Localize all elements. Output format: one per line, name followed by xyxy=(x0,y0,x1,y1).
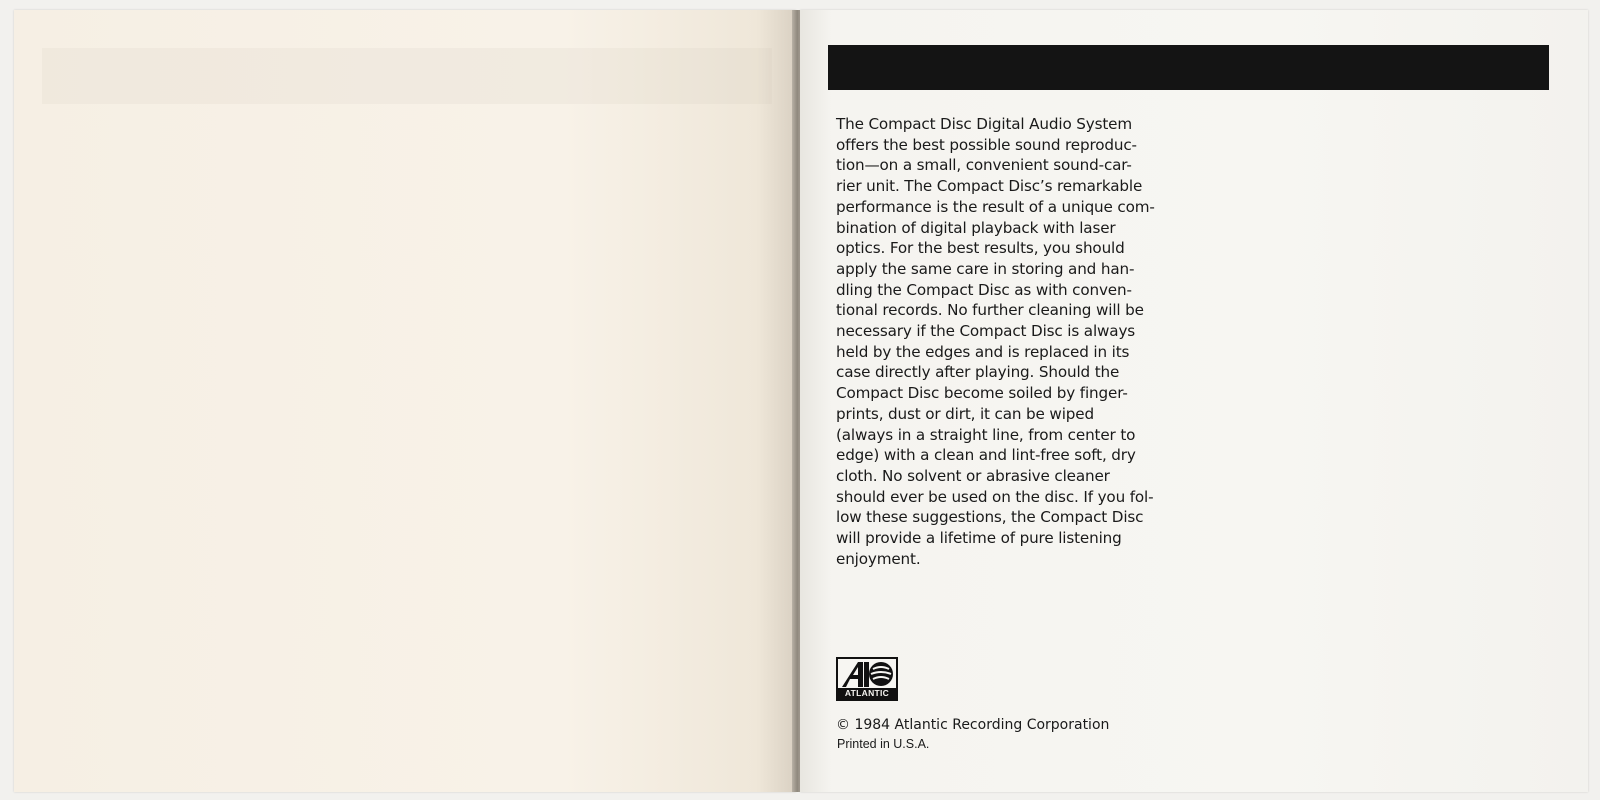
logo-wordmark: ATLANTIC xyxy=(838,688,896,699)
header-black-band xyxy=(828,45,1549,90)
copyright-notice: © 1984 Atlantic Recording Corporation xyxy=(836,717,1110,733)
body-line: performance is the result of a unique com- xyxy=(836,197,1155,216)
body-line: Compact Disc become soiled by finger- xyxy=(836,384,1128,403)
body-line: rier unit. The Compact Disc’s remarkable xyxy=(836,177,1143,196)
body-line: apply the same care in storing and han- xyxy=(836,259,1135,278)
left-page-show-through xyxy=(42,48,772,104)
body-line: low these suggestions, the Compact Disc xyxy=(836,508,1144,527)
body-line: offers the best possible sound reproduc- xyxy=(836,135,1137,154)
body-line: edge) with a clean and lint-free soft, dry xyxy=(836,446,1136,465)
right-page xyxy=(800,10,1588,792)
body-line: prints, dust or dirt, it can be wiped xyxy=(836,404,1094,423)
atlantic-a-logo-icon xyxy=(838,659,896,689)
body-line: should ever be used on the disc. If you fol- xyxy=(836,487,1154,506)
body-line: will provide a lifetime of pure listening xyxy=(836,529,1122,548)
body-line: (always in a straight line, from center to xyxy=(836,425,1136,444)
body-line: necessary if the Compact Disc is always xyxy=(836,322,1136,341)
body-line: tional records. No further cleaning will be xyxy=(836,301,1144,320)
printed-in-notice: Printed in U.S.A. xyxy=(837,737,930,751)
atlantic-logo xyxy=(836,657,898,701)
body-line: dling the Compact Disc as with conven- xyxy=(836,280,1132,299)
compact-disc-care-text xyxy=(836,114,1181,569)
body-line: case directly after playing. Should the xyxy=(836,363,1120,382)
left-page xyxy=(14,10,796,792)
body-line: bination of digital playback with laser xyxy=(836,218,1116,237)
body-line: cloth. No solvent or abrasive cleaner xyxy=(836,466,1110,485)
body-line: optics. For the best results, you should xyxy=(836,239,1125,258)
body-line: enjoyment. xyxy=(836,549,921,568)
body-line: The Compact Disc Digital Audio System xyxy=(836,115,1133,133)
body-line: held by the edges and is replaced in its xyxy=(836,342,1130,361)
body-line: tion—on a small, convenient sound-car- xyxy=(836,156,1132,175)
